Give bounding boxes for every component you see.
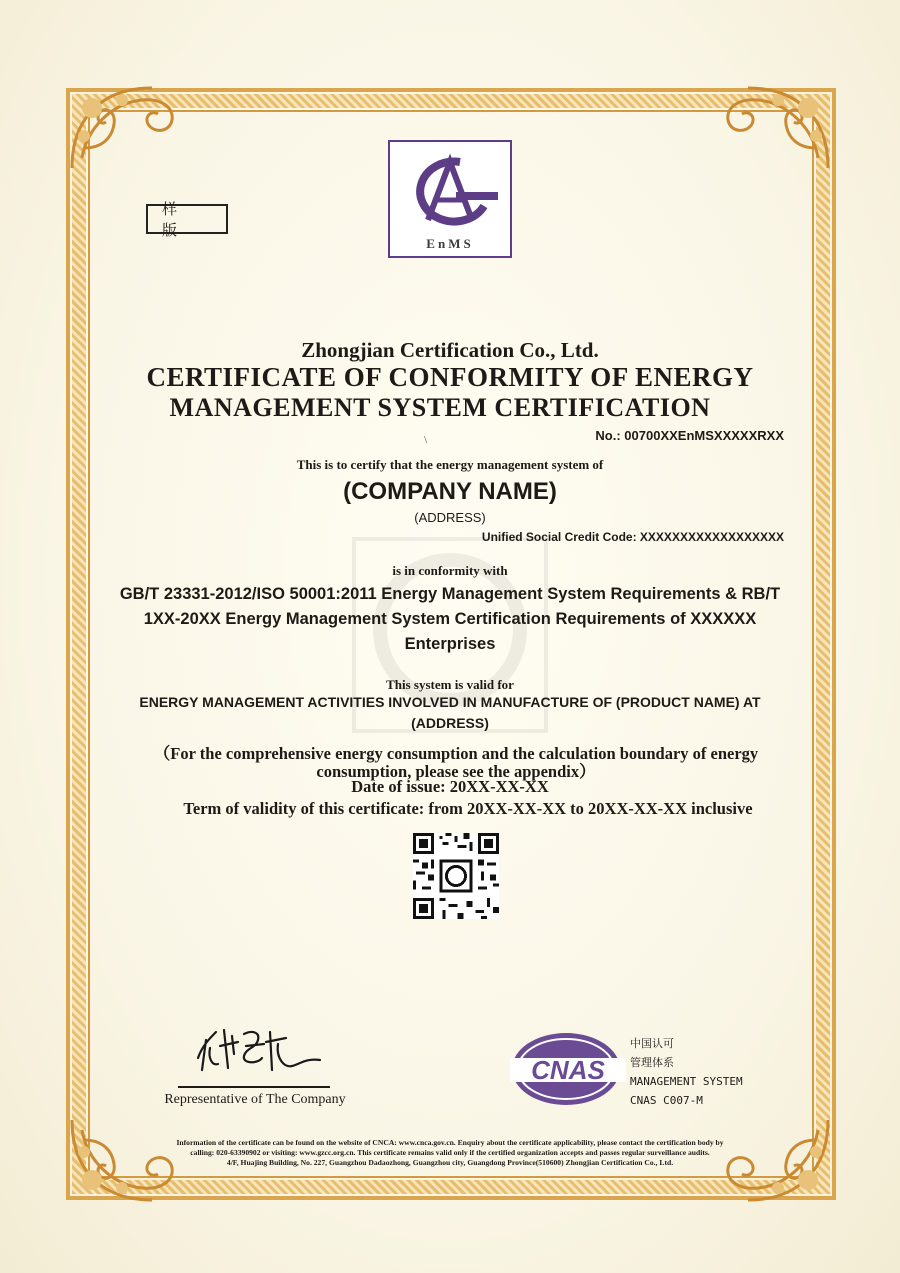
signature-line <box>178 1086 330 1088</box>
cnas-logo-text: CNAS <box>531 1055 605 1085</box>
footer-line: Information of the certificate can be found on the website of CNCA: www.cnca.gov.cn. Enquiry about the certificate applicability, please contact the certification body by <box>176 1138 724 1147</box>
stray-mark: \ <box>424 434 428 446</box>
standard-line: GB/T 23331-2012/ISO 50001:2011 Energy Management System Requirements & RB/T <box>119 585 781 603</box>
footer-notice <box>112 1138 788 1168</box>
representative-label: Representative of The Company <box>164 1092 346 1107</box>
company-address: (ADDRESS) <box>414 510 486 525</box>
boundary-note-line2: consumption, please see the appendix） <box>316 762 596 781</box>
credit-code: Unified Social Credit Code: XXXXXXXXXXXXXXXXXX <box>481 530 784 544</box>
qr-code-icon[interactable] <box>413 833 499 919</box>
certificate-number: No.: 00700XXEnMSXXXXXRXX <box>595 428 784 443</box>
sample-stamp: 样 版 <box>146 204 228 234</box>
certificate-title-line2: MANAGEMENT SYSTEM CERTIFICATION <box>169 393 711 422</box>
conformity-statement: is in conformity with <box>392 563 508 578</box>
standards-block <box>0 582 900 657</box>
boundary-note-line1: （For the comprehensive energy consumption and the calculation boundary of energy <box>153 744 759 763</box>
issuer-name: Zhongjian Certification Co., Ltd. <box>301 338 599 362</box>
representative-signature <box>188 1018 328 1080</box>
cqc-emblem-icon <box>398 148 502 232</box>
certificate-title-line1: CERTIFICATE OF CONFORMITY OF ENERGY <box>146 362 754 392</box>
standard-line: Enterprises <box>404 635 496 653</box>
validity-term: Term of validity of this certificate: from 20XX-XX-XX to 20XX-XX-XX inclusive <box>183 799 753 818</box>
cnas-code: CNAS C007-M <box>630 1094 703 1107</box>
enms-logo <box>388 140 512 258</box>
scope-line2: (ADDRESS) <box>411 715 489 731</box>
certify-statement: This is to certify that the energy management system of <box>296 457 604 472</box>
valid-for-statement: This system is valid for <box>386 677 514 692</box>
issue-date: Date of issue: 20XX-XX-XX <box>351 777 549 796</box>
scope-line1: ENERGY MANAGEMENT ACTIVITIES INVOLVED IN MANUFACTURE OF (PRODUCT NAME) AT <box>139 694 761 710</box>
footer-line: calling: 020-63390902 or visiting: www.gzcc.org.cn. This certificate remains valid only if the certified organization accepts and passes regular surveillance audits. <box>190 1148 710 1157</box>
corner-ornament-top-right <box>708 78 838 178</box>
cnas-accreditation-text <box>630 1034 743 1110</box>
standard-line: 1XX-20XX Energy Management System Certification Requirements of XXXXXX <box>143 610 757 628</box>
footer-line: 4/F, Huajing Building, No. 227, Guangzhou Dadaozhong, Guangzhou city, Guangdong Province(510600) Zhongjian Certification Co., Ltd. <box>226 1158 674 1167</box>
cnas-logo <box>510 1031 626 1107</box>
cnas-line-cn1: 中国认可 <box>630 1037 674 1050</box>
corner-ornament-top-left <box>62 78 192 178</box>
cnas-line-cn2: 管理体系 <box>630 1056 674 1069</box>
cnas-line-en: MANAGEMENT SYSTEM <box>630 1075 743 1088</box>
logo-text: EnMS <box>426 236 474 251</box>
company-name: (COMPANY NAME) <box>343 478 557 505</box>
